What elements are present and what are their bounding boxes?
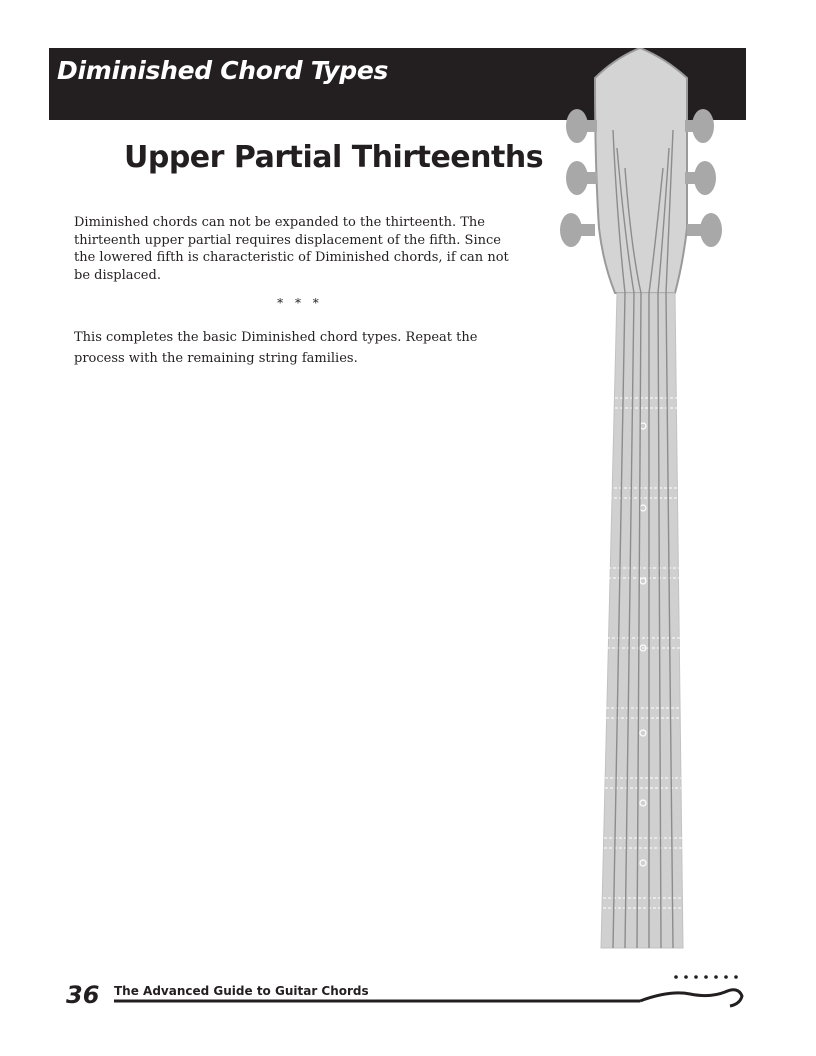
guitar-neck — [601, 293, 683, 948]
body-paragraph-2: This completes the basic Diminished chord types. Repeat the process with the remaining string families. — [74, 330, 478, 366]
page-number: 36 — [66, 981, 100, 1009]
footer-rule — [110, 968, 750, 1008]
body-paragraph-1: Diminished chords can not be expanded to the thirteenth. The thirteenth upper partial requires displacement of the fifth. Since the lowered fifth is characteristic of Diminished chords, if can not be displaced. — [74, 215, 509, 283]
tuning-pegs-left — [560, 109, 597, 247]
footer-book-title: The Advanced Guide to Guitar Chords — [114, 984, 369, 998]
section-title: Upper Partial Thirteenths — [124, 140, 544, 175]
guitar-neck-icon — [555, 48, 745, 953]
headstock — [595, 48, 687, 293]
chapter-title: Diminished Chord Types — [57, 56, 389, 85]
section-separator: * * * — [277, 296, 323, 310]
tuning-pegs-right — [685, 109, 722, 247]
